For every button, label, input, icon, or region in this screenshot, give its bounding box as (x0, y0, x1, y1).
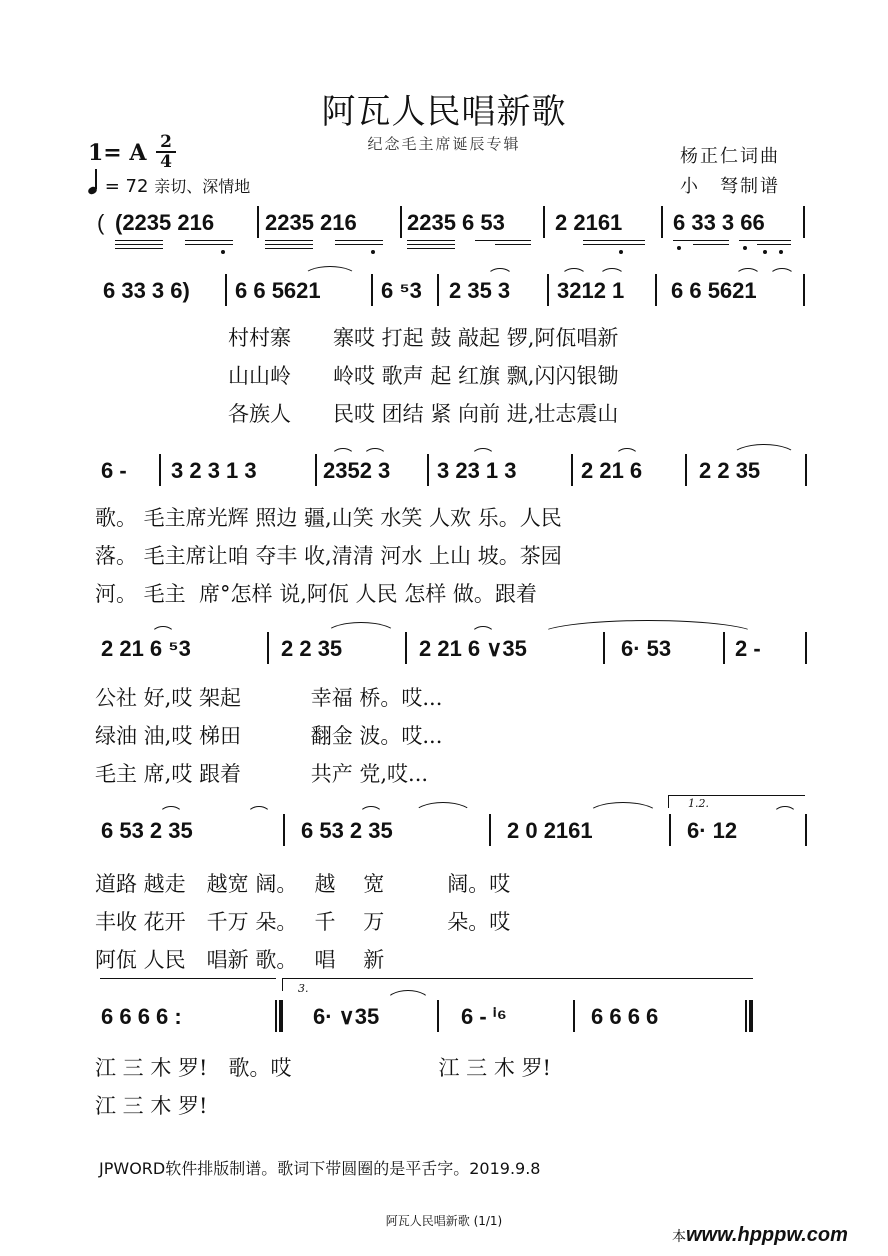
underline (583, 240, 645, 241)
barline (669, 814, 671, 846)
barline (225, 274, 227, 306)
barline (723, 632, 725, 664)
measure-3: 6 ⁵3 (381, 278, 422, 303)
barline (805, 814, 807, 846)
underline (583, 244, 645, 245)
measure-6: 2 2 35 (699, 458, 761, 483)
underline (185, 240, 233, 241)
measure-5: 3212 1 (557, 278, 625, 303)
score-line-1 (95, 210, 815, 250)
lyric-verse-2: 丰收 花开 千万 朵。 千 万 朵。哎 (95, 910, 511, 934)
lyric-verse-3: 毛主 席,哎 跟着 共产 党,哎... (95, 762, 429, 786)
measure-4: 2 35 3 (449, 278, 511, 303)
barline (547, 274, 549, 306)
underline (693, 244, 729, 245)
measure-6: 6 6 5621 (671, 278, 757, 303)
measure-2: 2235 216 (265, 210, 357, 235)
tempo-marking (88, 172, 250, 197)
lyric-verse-1: 村村寨 寨哎 打起 鼓 敲起 锣,阿佤唱新 (228, 326, 619, 350)
slur (769, 268, 795, 277)
underline (265, 240, 313, 241)
low-octave-dot (221, 250, 225, 254)
underline (407, 244, 455, 245)
barline (805, 454, 807, 486)
lyric-verse-1: 江 三 木 罗! 歌。哎 江 三 木 罗! (95, 1056, 551, 1080)
volta-bracket-3 (282, 978, 753, 991)
underline (407, 240, 455, 241)
lyric-verse-3: 河。 毛主 席°怎样 说,阿佤 人民 怎样 做。跟着 (95, 582, 537, 606)
slur (731, 444, 797, 457)
barline (267, 632, 269, 664)
low-octave-dot (743, 246, 747, 250)
barline (571, 454, 573, 486)
barline (405, 632, 407, 664)
measure-3: 2 0 2161 (507, 818, 593, 843)
low-octave-dot (619, 250, 623, 254)
slur (471, 448, 495, 457)
slur (599, 268, 625, 277)
barline (805, 632, 807, 664)
underline (495, 244, 531, 245)
slur (561, 268, 587, 277)
measure-5: 2 - (735, 636, 761, 661)
slur (325, 622, 397, 635)
lyric-verse-3: 各族人 民哎 团结 紧 向前 进,壮志震山 (228, 402, 619, 426)
quarter-note-stem (95, 169, 97, 189)
underline (185, 244, 233, 245)
time-denominator: 4 (160, 152, 172, 172)
watermark-url[interactable]: www.hpppw.com (686, 1224, 848, 1246)
final-barline-thick (749, 1000, 753, 1032)
measure-2: 2 2 35 (281, 636, 343, 661)
measure-1: 6 - (101, 458, 127, 483)
lyric-verse-1: 公社 好,哎 架起 幸福 桥。哎... (95, 686, 443, 710)
slur (331, 448, 355, 457)
barline (543, 206, 545, 238)
slur (159, 806, 183, 815)
measure-3: 2235 6 53 (407, 210, 505, 235)
measure-3: 2 21 6 ∨35 (419, 636, 527, 661)
measure-1: 6 33 3 6) (103, 278, 190, 303)
underline (335, 244, 383, 245)
barline (437, 274, 439, 306)
lyric-verse-3: 阿佤 人民 唱新 歌。 唱 新 (95, 948, 385, 972)
barline (803, 206, 805, 238)
barline (283, 814, 285, 846)
slur (587, 802, 659, 815)
lyric-verse-2: 绿油 油,哎 梯田 翻金 波。哎... (95, 724, 443, 748)
barline (803, 274, 805, 306)
low-octave-dot (763, 250, 767, 254)
measure-3: 6 - ⁱ⁶ (461, 1004, 507, 1029)
lyricist-composer: 杨正仁词曲 (680, 146, 780, 167)
watermark (672, 1224, 848, 1247)
measure-1: 2 21 6 ⁵3 (101, 636, 191, 661)
underline (115, 240, 163, 241)
tempo-value: = 72 (104, 176, 149, 197)
underline (265, 248, 313, 249)
underline (757, 244, 791, 245)
slur (385, 990, 431, 1003)
song-title: 阿瓦人民唱新歌 (321, 92, 567, 132)
footer-note: JPWORD软件排版制谱。歌词下带圆圈的是平舌字。2019.9.8 (99, 1159, 541, 1178)
score-line-2 (95, 278, 815, 318)
barline (437, 1000, 439, 1032)
barline (655, 274, 657, 306)
underline (265, 244, 313, 245)
barline (489, 814, 491, 846)
key-signature: 1= A (88, 140, 147, 166)
barline (315, 454, 317, 486)
volta-bracket-end (100, 978, 276, 991)
barline (427, 454, 429, 486)
slur (615, 448, 639, 457)
slur (151, 626, 175, 635)
underline (335, 240, 383, 241)
score-line-5 (95, 818, 815, 858)
barline (257, 206, 259, 238)
open-paren: ( (97, 210, 105, 235)
barline (661, 206, 663, 238)
measure-2: 6 6 5621 (235, 278, 321, 303)
lyric-verse-1: 歌。 毛主席光辉 照边 疆,山笑 水笑 人欢 乐。人民 (95, 506, 562, 530)
slur (363, 448, 387, 457)
measure-2: 6· ∨35 (313, 1004, 380, 1029)
barline (159, 454, 161, 486)
lyric-verse-2: 山山岭 岭哎 歌声 起 红旗 飘,闪闪银锄 (228, 364, 619, 388)
slur (247, 806, 271, 815)
measure-2: 6 53 2 35 (301, 818, 393, 843)
underline (739, 240, 791, 241)
volta-label: 3. (298, 982, 309, 995)
barline (603, 632, 605, 664)
slur (359, 806, 383, 815)
watermark-prefix: 本 (672, 1228, 686, 1244)
score-line-4 (95, 636, 815, 676)
slur (539, 620, 757, 635)
underline (115, 248, 163, 249)
underline (475, 240, 531, 241)
measure-5: 2 21 6 (581, 458, 643, 483)
measure-5: 6 33 3 66 (673, 210, 765, 235)
barline (573, 1000, 575, 1032)
slur (471, 626, 495, 635)
measure-1: 6 6 6 6 : (101, 1004, 182, 1029)
measure-4: 6 6 6 6 (591, 1004, 659, 1029)
lyric-verse-2: 落。 毛主席让咱 夺丰 收,清清 河水 上山 坡。茶园 (95, 544, 562, 568)
measure-4: 3 23 1 3 (437, 458, 517, 483)
score-line-6 (95, 1004, 815, 1044)
low-octave-dot (779, 250, 783, 254)
song-subtitle: 纪念毛主席诞辰专辑 (367, 135, 521, 153)
volta-label: 1.2. (688, 797, 709, 810)
repeat-barline-thick (279, 1000, 283, 1032)
underline (673, 240, 729, 241)
low-octave-dot (371, 250, 375, 254)
barline (400, 206, 402, 238)
slur (303, 266, 357, 277)
slur (735, 268, 761, 277)
expression-marking: 亲切、深情地 (154, 177, 251, 196)
lyric-verse-2: 江 三 木 罗! (95, 1094, 208, 1118)
measure-3: 2352 3 (323, 458, 391, 483)
underline (407, 248, 455, 249)
score-line-3 (95, 458, 815, 498)
time-signature (156, 134, 176, 170)
low-octave-dot (677, 246, 681, 250)
measure-2: 3 2 3 1 3 (171, 458, 257, 483)
slur (413, 802, 473, 815)
measure-4: 6· 53 (621, 636, 672, 661)
barline (371, 274, 373, 306)
measure-4: 6· 12 (687, 818, 738, 843)
measure-4: 2 2161 (555, 210, 623, 235)
slur (487, 268, 513, 277)
time-numerator: 2 (160, 132, 172, 152)
lyric-verse-1: 道路 越走 越宽 阔。 越 宽 阔。哎 (95, 872, 511, 896)
final-barline (745, 1000, 747, 1032)
transcriber: 小 弩制谱 (680, 176, 780, 197)
underline (115, 244, 163, 245)
page-label: 阿瓦人民唱新歌 (1/1) (385, 1214, 503, 1228)
repeat-barline (275, 1000, 277, 1032)
barline (685, 454, 687, 486)
measure-1: 6 53 2 35 (101, 818, 193, 843)
measure-1: (2235 216 (115, 210, 215, 235)
